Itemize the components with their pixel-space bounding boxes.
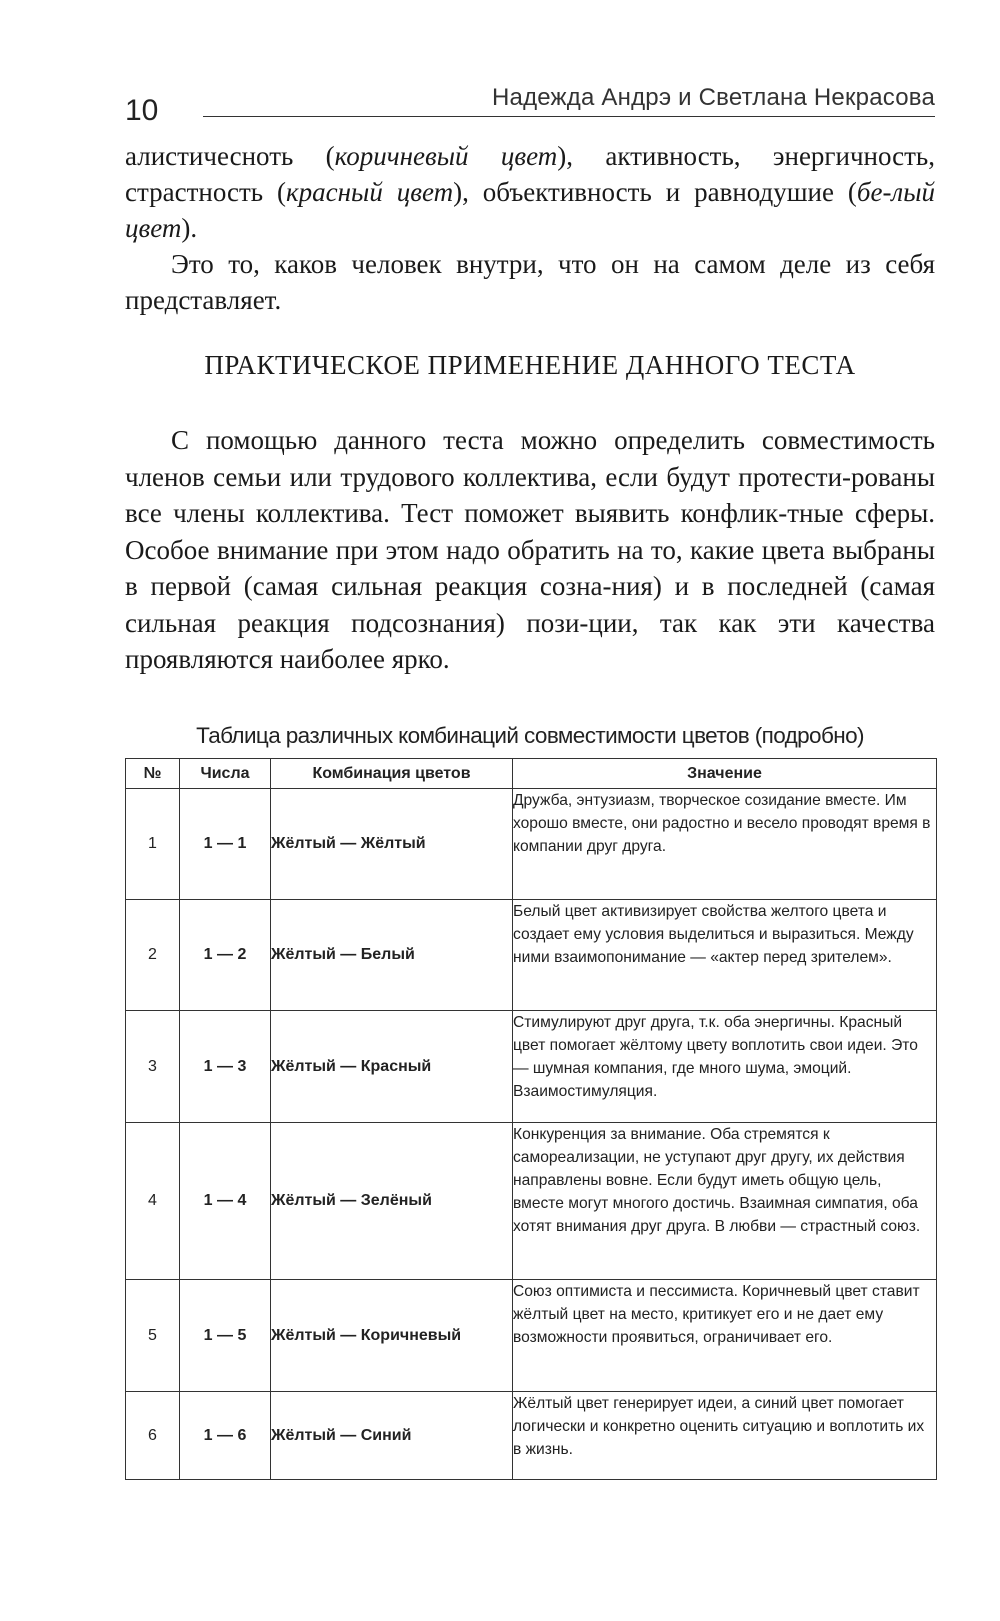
row-number: 5 — [126, 1280, 180, 1392]
row-meaning: Белый цвет активизирует свойства желтого цвета и создает ему условия выделиться и выразиться. Между ними взаимопонимание — «актер перед зрителем». — [513, 900, 937, 1011]
row-combination: Жёлтый — Белый — [271, 900, 513, 1011]
row-combination: Жёлтый — Зелёный — [271, 1123, 513, 1280]
row-number: 3 — [126, 1011, 180, 1123]
header-numbers: Числа — [180, 759, 271, 789]
table-row — [126, 1123, 937, 1280]
paragraph-text: ). — [181, 213, 198, 243]
italic-color-term: бе-лый цвет — [125, 177, 935, 243]
row-numbers: 1 — 6 — [180, 1392, 271, 1480]
row-combination: Жёлтый — Жёлтый — [271, 789, 513, 900]
paragraph-inner-self: Это то, каков человек внутри, что он на самом деле из себя представляет. — [125, 249, 935, 315]
row-combination: Жёлтый — Красный — [271, 1011, 513, 1123]
table-row — [126, 900, 937, 1011]
page-number: 10 — [125, 94, 159, 127]
compatibility-table — [125, 758, 937, 1480]
table-row — [126, 1011, 937, 1123]
header-meaning: Значение — [513, 759, 937, 789]
row-number: 1 — [126, 789, 180, 900]
row-numbers: 1 — 4 — [180, 1123, 271, 1280]
paragraph-continuation — [125, 138, 935, 246]
paragraph-text: ), объективность и равнодушие ( — [453, 177, 857, 207]
paragraph-text: алистичесноть ( — [125, 141, 335, 171]
row-meaning: Дружба, энтузиазм, творческое созидание вместе. Им хорошо вместе, они радостно и весело проводят время в компании друг друга. — [513, 789, 937, 900]
header-no: № — [126, 759, 180, 789]
italic-color-term: коричневый цвет — [334, 141, 558, 171]
section-heading: ПРАКТИЧЕСКОЕ ПРИМЕНЕНИЕ ДАННОГО ТЕСТА — [204, 350, 856, 380]
row-combination: Жёлтый — Синий — [271, 1392, 513, 1480]
row-number: 6 — [126, 1392, 180, 1480]
row-numbers: 1 — 3 — [180, 1011, 271, 1123]
table-row — [126, 789, 937, 900]
row-meaning: Жёлтый цвет генерирует идеи, а синий цвет помогает логически и конкретно оценить ситуацию и воплотить их в жизнь. — [513, 1392, 937, 1480]
row-numbers: 1 — 5 — [180, 1280, 271, 1392]
header-rule — [203, 116, 935, 117]
paragraph-practical-use: С помощью данного теста можно определить совместимость членов семьи или трудового коллектива, если будут протести-рованы все члены коллектива. Тест поможет выявить конфлик-тные сферы. Особое внимание при этом надо обратить на то, какие цвета выбраны в первой (самая сильная реакция созна-ния) и в последней (самая сильная реакция подсознания) пози-ции, так как эти качества проявляются наиболее ярко. — [125, 425, 935, 674]
table-row — [126, 1392, 937, 1480]
paragraph-text: ), активность, энергичность, страстность ( — [125, 141, 935, 207]
table-caption: Таблица различных комбинаций совместимости цветов (подробно) — [196, 723, 864, 748]
row-numbers: 1 — 2 — [180, 900, 271, 1011]
italic-color-term: красный цвет — [286, 177, 454, 207]
row-meaning: Конкуренция за внимание. Оба стремятся к самореализации, не уступают друг другу, их действия направлены вовне. Если будут иметь общую цель, вместе могут многого достичь. Взаимная симпатия, оба хотят внимания друг друга. В любви — страстный союз. — [513, 1123, 937, 1280]
table-row — [126, 1280, 937, 1392]
header-combination: Комбинация цветов — [271, 759, 513, 789]
table-header-row — [126, 759, 937, 789]
row-combination: Жёлтый — Коричневый — [271, 1280, 513, 1392]
running-head — [125, 86, 935, 130]
row-number: 4 — [126, 1123, 180, 1280]
row-numbers: 1 — 1 — [180, 789, 271, 900]
row-meaning: Союз оптимиста и пессимиста. Коричневый цвет ставит жёлтый цвет на место, критикует его и не дает ему возможности проявиться, ограничивает его. — [513, 1280, 937, 1392]
row-number: 2 — [126, 900, 180, 1011]
running-title: Надежда Андрэ и Светлана Некрасова — [491, 84, 935, 111]
row-meaning: Стимулируют друг друга, т.к. оба энергичны. Красный цвет помогает жёлтому цвету воплотить свои идеи. Это — шумная компания, где много шума, эмоций. Взаимостимуляция. — [513, 1011, 937, 1123]
